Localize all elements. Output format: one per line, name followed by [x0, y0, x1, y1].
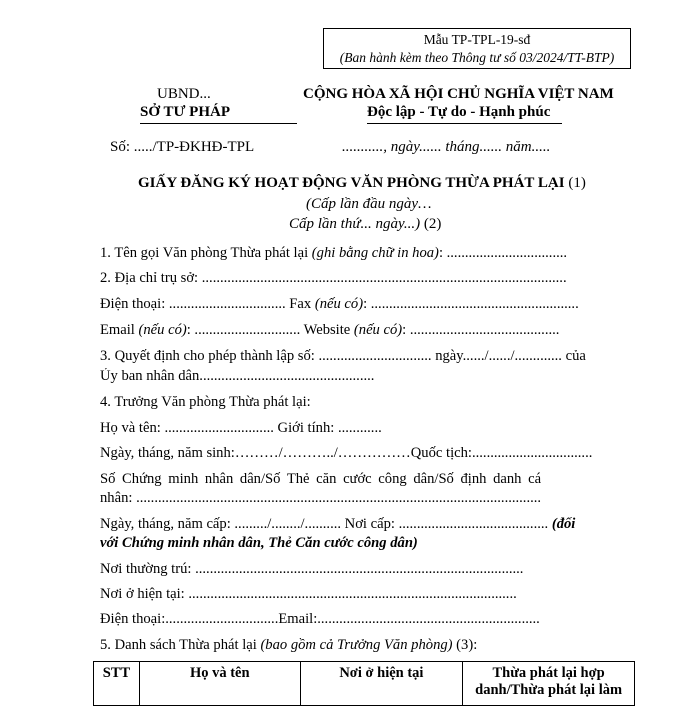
decision-field-line2: Ủy ban nhân dân................................................	[100, 368, 375, 384]
bailiff-list-hint: (bao gồm cả Trưởng Văn phòng)	[260, 637, 453, 653]
form-code: Mẫu TP-TPL-19-sđ	[423, 32, 531, 47]
head-id-field-line1: Số Chứng minh nhân dân/Số Thẻ căn cước công dân/Số định danh cá	[100, 471, 542, 487]
office-address-field: 2. Địa chỉ trụ sở: ....................................................................................................	[100, 270, 567, 286]
issue-first-date: (Cấp lần đầu ngày…	[306, 196, 432, 212]
nation-title: CỘNG HÒA XÃ HỘI CHỦ NGHĨA VIỆT NAM	[303, 86, 614, 102]
office-name-label: 1. Tên gọi Văn phòng Thừa phát lại	[100, 245, 312, 261]
bailiff-list-table	[93, 661, 635, 706]
title-footnote-2: (2)	[423, 216, 442, 232]
head-id-field-line2: nhân: ...............................................................................................................	[100, 490, 542, 506]
table-header-row	[94, 662, 635, 706]
col-header-full-name: Họ và tên	[139, 662, 300, 706]
title-footnote-1: (1)	[568, 175, 586, 191]
date-line: ..........., ngày...... tháng...... năm.....	[342, 139, 551, 155]
motto: Độc lập - Tự do - Hạnh phúc	[367, 104, 551, 120]
website-blank: : .........................................	[402, 322, 560, 338]
col-header-bailiff-type: Thừa phát lại hợp danh/Thừa phát lại làm	[463, 662, 635, 706]
col-header-index: STT	[94, 662, 140, 706]
bailiff-list-footnote: (3):	[452, 637, 478, 653]
bailiff-list-label: 5. Danh sách Thừa phát lại	[100, 637, 261, 653]
email-blank: : ............................. Website	[186, 322, 354, 338]
issue-note-start: (đối	[551, 516, 576, 532]
phone-fax-field	[100, 296, 634, 313]
document-title	[138, 175, 586, 192]
fax-optional: (nếu có)	[314, 296, 364, 312]
document-title-text: GIẤY ĐĂNG KÝ HOẠT ĐỘNG VĂN PHÒNG THỪA PHÁT LẠI	[138, 175, 565, 191]
fax-blank: : .........................................................	[363, 296, 579, 312]
head-name-gender-field: Họ và tên: .............................. Giới tính: ............	[100, 420, 382, 436]
head-issue-field-line2: với Chứng minh nhân dân, Thẻ Căn cước công dân)	[100, 535, 418, 551]
issue-nth-date	[289, 216, 441, 233]
head-permanent-address-field: Nơi thường trú: ..........................................................................................	[100, 561, 524, 577]
agency-name: SỞ TƯ PHÁP	[140, 104, 231, 120]
issue-date-place-label: Ngày, tháng, năm cấp: ........./......../.......... Nơi cấp: .........................................	[100, 516, 552, 532]
head-current-address-field: Nơi ở hiện tại: ..........................................................................................	[100, 586, 517, 602]
head-dob-nationality-field: Ngày, tháng, năm sinh:………/………../……………Quốc tịch:.................................	[100, 445, 593, 461]
issue-nth-text: Cấp lần thứ... ngày...)	[289, 216, 421, 232]
col-header-current-residence: Nơi ở hiện tại	[300, 662, 463, 706]
phone-label: Điện thoại: ................................ Fax	[100, 296, 315, 312]
office-name-field	[100, 245, 634, 262]
form-issued-by: (Ban hành kèm theo Thông tư số 03/2024/TT-BTP)	[339, 50, 615, 65]
document-number: Số: ...../TP-ĐKHĐ-TPL	[110, 139, 255, 155]
decision-field-line1: 3. Quyết định cho phép thành lập số: ............................... ngày....../....../............. của	[100, 348, 586, 364]
head-contact-field: Điện thoại:...............................Email:.............................................................	[100, 611, 540, 627]
agency-underline	[140, 123, 297, 124]
bailiff-list-heading	[100, 637, 634, 654]
website-optional: (nếu có)	[353, 322, 403, 338]
form-code-box	[323, 28, 631, 69]
office-name-hint: (ghi bằng chữ in hoa)	[311, 245, 439, 261]
office-name-blank: : .................................	[438, 245, 568, 261]
office-head-heading: 4. Trưởng Văn phòng Thừa phát lại:	[100, 394, 311, 410]
motto-underline	[367, 123, 562, 124]
head-issue-field-line1	[100, 516, 634, 533]
agency-top: UBND...	[157, 86, 211, 102]
email-website-field	[100, 322, 634, 339]
email-optional: (nếu có)	[138, 322, 187, 338]
email-label: Email	[100, 322, 139, 338]
